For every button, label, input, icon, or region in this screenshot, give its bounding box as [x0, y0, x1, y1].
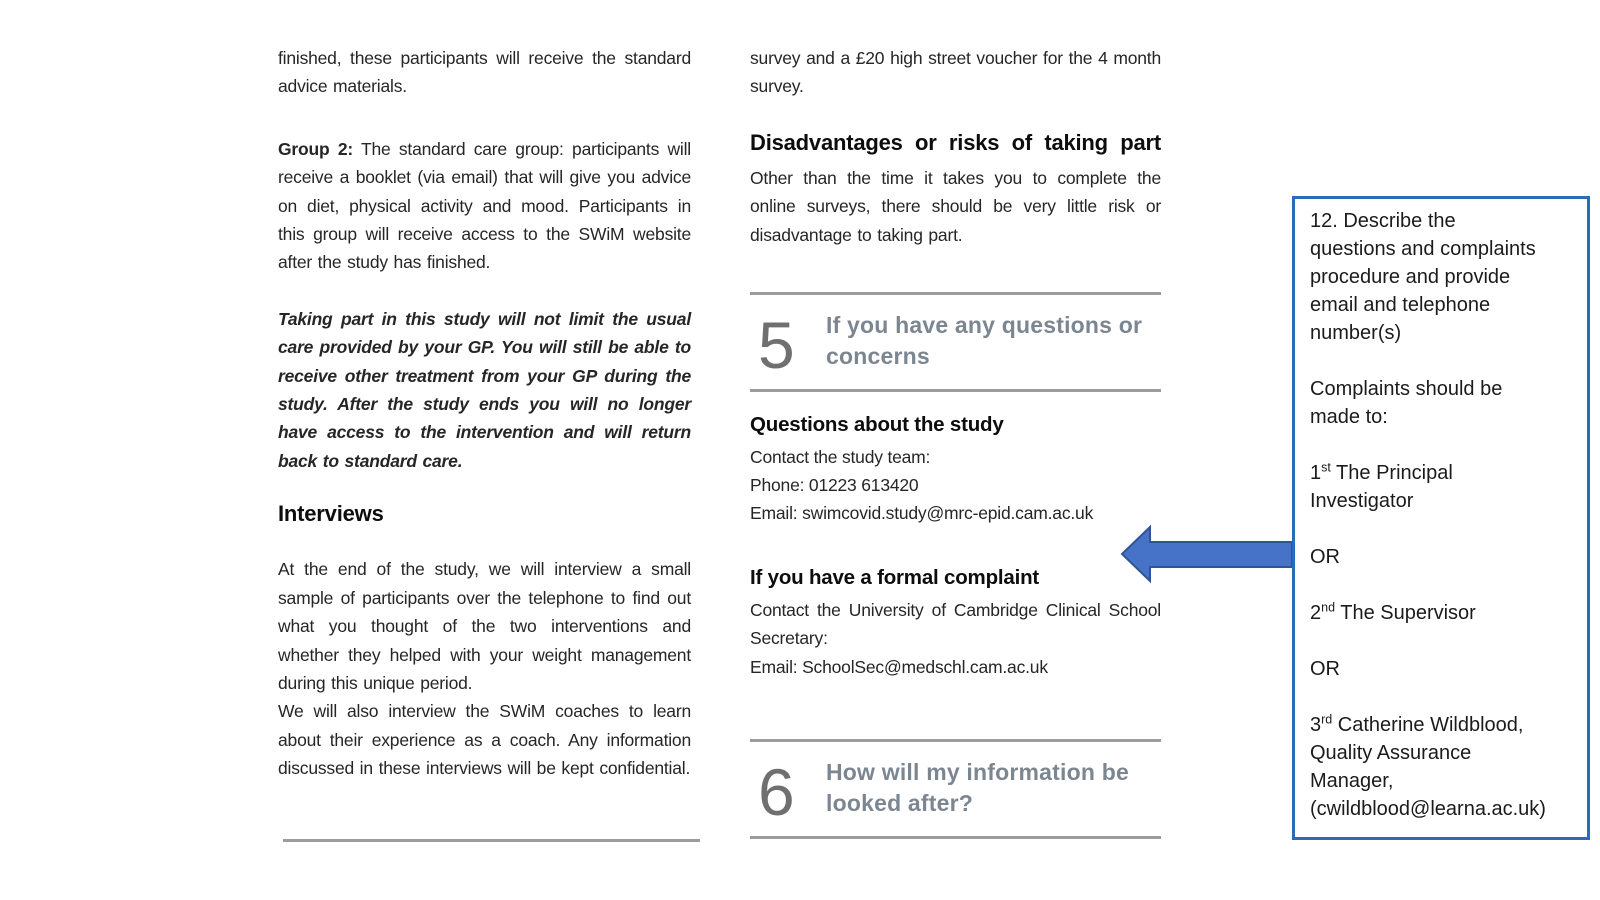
- ordinal-superscript: nd: [1321, 600, 1336, 615]
- annotation-box: [1292, 196, 1590, 840]
- divider-line: [750, 389, 1161, 392]
- annotation-box-line: Complaints should be: [1310, 378, 1503, 400]
- para-advice-materials: finished, these participants will receive the standard advice materials.: [278, 48, 691, 97]
- middle-column: [750, 44, 1161, 839]
- para-interview-coaches: We will also interview the SWiM coaches to learn about their experience as a coach. Any information discussed in these interviews will be kept confidential.: [278, 701, 691, 779]
- complaint-heading: If you have a formal complaint: [750, 566, 1040, 590]
- annotation-box-line: email and telephone: [1310, 294, 1491, 316]
- annotation-box-line: (cwildblood@learna.ac.uk): [1310, 798, 1546, 820]
- annotation-box-line: OR: [1310, 658, 1340, 680]
- section-6-number: 6: [758, 754, 795, 829]
- divider-line: [750, 836, 1161, 839]
- annotation-box-line: OR: [1310, 546, 1340, 568]
- annotation-box-line: Quality Assurance: [1310, 742, 1472, 764]
- questions-phone-line: Phone: 01223 613420: [750, 475, 919, 496]
- para-survey-voucher: survey and a £20 high street voucher for the 4 month survey.: [750, 48, 1161, 97]
- annotation-box-lines: [1310, 207, 1577, 823]
- complaint-contact-line: Contact the University of Cambridge Clinical School Secretary:: [750, 600, 1161, 649]
- annotation-box-line: [1310, 627, 1577, 655]
- section-5-title: If you have any questions or concerns: [826, 312, 1143, 370]
- annotation-box-line: [1310, 431, 1577, 459]
- complaint-email-line: Email: SchoolSec@medschl.cam.ac.uk: [750, 656, 1048, 677]
- annotation-box-line: Investigator: [1310, 490, 1414, 512]
- para-group2: [278, 135, 691, 277]
- annotation-box-line: Manager,: [1310, 770, 1394, 792]
- section-6-title: How will my information be looked after?: [826, 758, 1129, 816]
- annotation-box-line: made to:: [1310, 406, 1388, 428]
- questions-contact-line: Contact the study team:: [750, 447, 931, 468]
- annotation-box-line: [1310, 571, 1577, 599]
- annotation-box-line: [1310, 683, 1577, 711]
- annotation-box-line: 1st The Principal: [1310, 460, 1453, 484]
- para-interview-participants: At the end of the study, we will interview a small sample of participants over the telephone to find out what you thought of the two interventions and whether they helped with your weight management during this unique period.: [278, 559, 691, 693]
- annotation-box-line: number(s): [1310, 322, 1402, 344]
- annotation-box-line: 2nd The Supervisor: [1310, 600, 1476, 624]
- questions-email-line: Email: swimcovid.study@mrc-epid.cam.ac.uk: [750, 503, 1094, 524]
- annotation-box-line: 3rd Catherine Wildblood,: [1310, 712, 1524, 736]
- para-taking-part: Taking part in this study will not limit the usual care provided by your GP. You will still be able to receive other treatment from your GP during the study. After the study ends you will no longer have access to the intervention and will return back to standard care.: [278, 308, 691, 471]
- divider-line: [283, 839, 700, 842]
- para-disadvantages: Other than the time it takes you to complete the online surveys, there should be very little risk or disadvantage to taking part.: [750, 167, 1161, 245]
- callout-arrow-shape: [1122, 527, 1292, 581]
- section-6-banner: [750, 742, 1161, 836]
- ordinal-superscript: rd: [1321, 712, 1333, 727]
- annotation-box-line: procedure and provide: [1310, 266, 1511, 288]
- annotation-box-line: [1310, 515, 1577, 543]
- annotation-box-line: [1310, 347, 1577, 375]
- annotation-box-line: questions and complaints: [1310, 238, 1536, 260]
- section-5-banner: [750, 295, 1161, 389]
- group2-text: The standard care group: participants will receive a booklet (via email) that will give you advice on diet, physical activity and mood. Participants in this group will receive access to the SWiM website after the study has finished.: [278, 138, 691, 273]
- section-5-number: 5: [758, 308, 795, 383]
- annotation-box-line: 12. Describe the: [1310, 210, 1456, 232]
- callout-arrow-icon: [1117, 522, 1293, 586]
- disadvantages-heading: Disadvantages or risks of taking part: [750, 129, 1161, 155]
- interviews-heading: Interviews: [278, 501, 384, 527]
- left-column: [278, 44, 691, 842]
- questions-heading: Questions about the study: [750, 413, 1004, 437]
- group2-label: Group 2:: [278, 138, 353, 159]
- ordinal-superscript: st: [1321, 460, 1331, 475]
